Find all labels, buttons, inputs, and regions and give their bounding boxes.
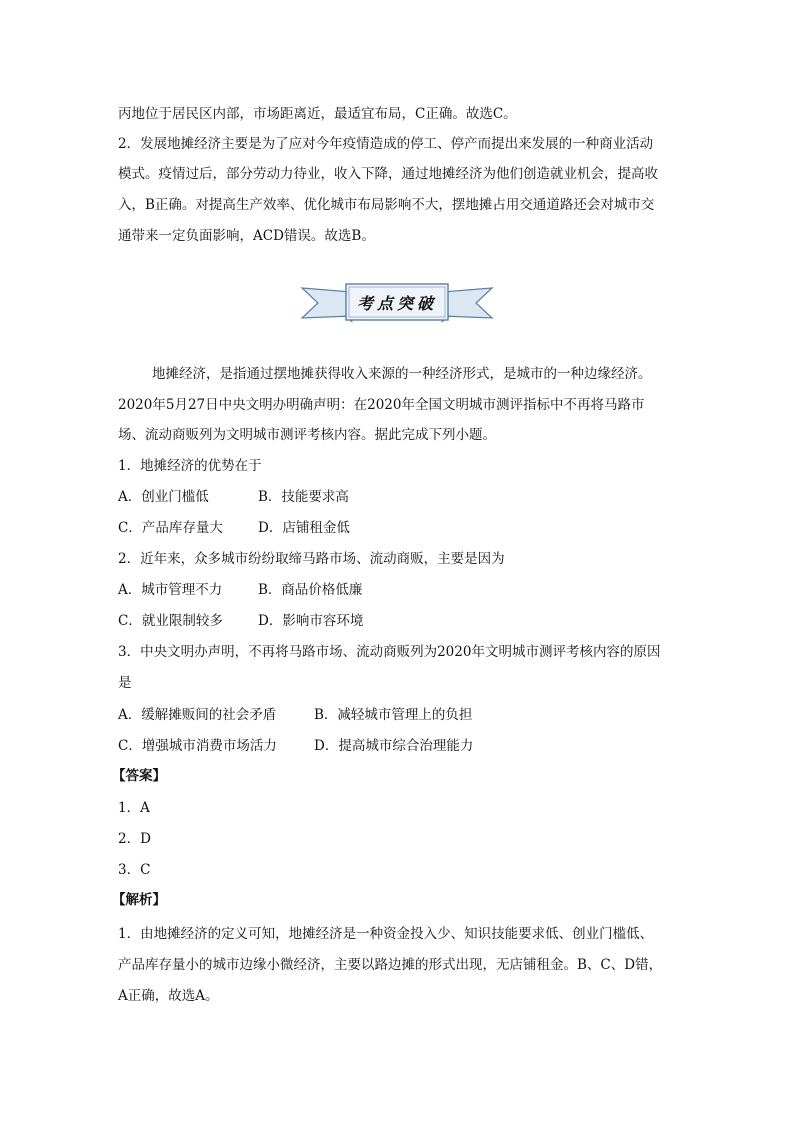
option-a: A．创业门槛低 <box>118 489 209 505</box>
explanation-q2-line: 2．发展地摊经济主要是为了应对今年疫情造成的停工、停产而提出来发展的一种商业活动 <box>118 136 654 152</box>
analysis-line: 1．由地摊经济的定义可知，地摊经济是一种资金投入少、知识技能要求低、创业门槛低、 <box>118 926 654 942</box>
explanation-q2-line: 模式。疫情过后，部分劳动力待业，收入下降，通过地摊经济为他们创造就业机会，提高收 <box>118 166 658 182</box>
option-d: D．提高城市综合治理能力 <box>314 738 474 754</box>
question-stem: 3．中央文明办声明，不再将马路市场、流动商贩列为2020年文明城市测评考核内容的原因 <box>118 644 661 660</box>
banner-title: 考点突破 <box>356 294 437 313</box>
answer-item: 1．A <box>118 800 150 816</box>
option-c: C．产品库存量大 <box>118 520 223 536</box>
analysis-line: 产品库存量小的城市边缘小微经济，主要以路边摊的形式出现，无店铺租金。B、C、D错， <box>118 957 663 973</box>
answer-item: 2．D <box>118 831 151 847</box>
answer-heading: 【答案】 <box>112 768 166 784</box>
explanation-q2-line: 入，B正确。对提高生产效率、优化城市布局影响不大，摆地摊占用交通道路还会对城市交 <box>118 197 655 213</box>
question-stem: 1．地摊经济的优势在于 <box>118 458 262 474</box>
question-stem: 2．近年来，众多城市纷纷取缔马路市场、流动商贩，主要是因为 <box>118 551 505 567</box>
option-b: B．商品价格低廉 <box>258 582 363 598</box>
option-a: A．缓解摊贩间的社会矛盾 <box>118 707 277 723</box>
answer-item: 3．C <box>118 862 151 878</box>
option-b: B．技能要求高 <box>258 489 349 505</box>
analysis-heading: 【解析】 <box>112 892 166 908</box>
option-b: B．减轻城市管理上的负担 <box>314 707 473 723</box>
option-c: C．增强城市消费市场活力 <box>118 738 277 754</box>
passage-line: 场、流动商贩列为文明城市测评考核内容。据此完成下列小题。 <box>118 427 496 443</box>
option-d: D．影响市容环境 <box>258 613 364 629</box>
option-c: C．就业限制较多 <box>118 613 223 629</box>
question-stem: 是 <box>118 675 132 691</box>
explanation-q2-line: 通带来一定负面影响，ACD错误。故选B。 <box>118 228 375 244</box>
option-d: D．店铺租金低 <box>258 520 350 536</box>
section-banner <box>300 282 494 324</box>
option-a: A．城市管理不力 <box>118 582 223 598</box>
explanation-line: 丙地位于居民区内部，市场距离近，最适宜布局，C正确。故选C。 <box>118 106 517 122</box>
analysis-line: A正确，故选A。 <box>118 988 219 1004</box>
passage-line: 地摊经济，是指通过摆地摊获得收入来源的一种经济形式，是城市的一种边缘经济。 <box>152 366 652 382</box>
passage-line: 2020年5月27日中央文明办明确声明：在2020年全国文明城市测评指标中不再将马路市 <box>118 397 645 413</box>
